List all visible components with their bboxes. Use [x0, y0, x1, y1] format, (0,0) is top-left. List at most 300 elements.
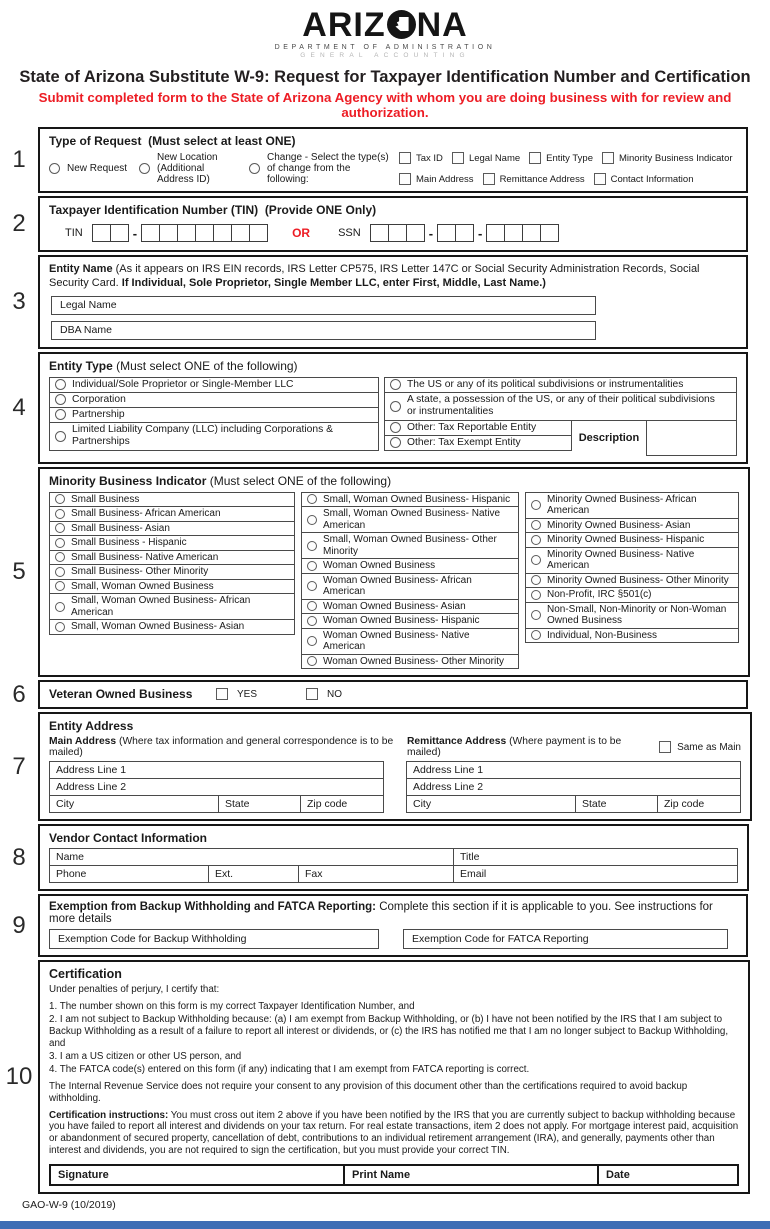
entity-type-left-column: [49, 377, 379, 451]
radio-icon[interactable]: [390, 401, 401, 412]
minority-option[interactable]: [49, 535, 295, 551]
logo-text-left: ARIZ: [302, 6, 386, 44]
legal-name-label: Legal Name: [60, 298, 117, 311]
same-as-main-checkbox[interactable]: [659, 741, 741, 753]
radio-icon[interactable]: [531, 500, 541, 510]
minority-option[interactable]: [525, 602, 739, 629]
field-label: Signature: [58, 1169, 109, 1182]
checkbox-icon[interactable]: [594, 173, 606, 185]
ssn-digit-cell[interactable]: [437, 224, 456, 242]
field-label: Zip code: [307, 798, 348, 811]
section-entity-address: [0, 712, 748, 821]
field-label: Fax: [305, 868, 323, 881]
entity-type-option[interactable]: [384, 392, 737, 421]
option-label: Small Business- African American: [71, 508, 221, 520]
tin-digit-cell[interactable]: [231, 224, 250, 242]
section-exemption: [0, 894, 748, 957]
section-number: 9: [12, 911, 26, 939]
option-label: Minority Owned Business- Asian: [547, 519, 691, 531]
section-number: 3: [12, 287, 26, 315]
title-text: Entity Type: [49, 358, 113, 373]
option-label: Corporation: [72, 393, 126, 405]
dash-separator: -: [428, 225, 434, 241]
section-title: Veteran Owned Business: [49, 687, 193, 702]
print-name-input[interactable]: [343, 1164, 599, 1186]
form-title: State of Arizona Substitute W-9: Request for Taxpayer Identification Number and Certification: [19, 68, 751, 86]
radio-icon[interactable]: [531, 555, 541, 565]
label-text: Main Address: [49, 736, 117, 748]
field-label: City: [56, 798, 75, 811]
tin-box: [38, 196, 748, 252]
option-label: Small Business - Hispanic: [71, 537, 187, 549]
minority-column-3: [525, 492, 739, 644]
section-title: [49, 134, 737, 148]
main-address-line2-input[interactable]: [49, 778, 384, 796]
radio-icon[interactable]: [55, 379, 66, 390]
ssn-group-3: [486, 224, 559, 242]
section-title: Entity Address: [49, 719, 134, 734]
radio-icon[interactable]: [390, 422, 401, 433]
radio-icon[interactable]: [307, 515, 317, 525]
radio-icon[interactable]: [531, 590, 541, 600]
field-label: Phone: [56, 868, 87, 881]
title-text: Exemption from Backup Withholding and FATCA Reporting:: [49, 901, 376, 914]
entity-type-option[interactable]: [384, 377, 737, 393]
radio-icon[interactable]: [55, 622, 65, 632]
dash-separator: -: [478, 225, 483, 241]
contact-phone-input[interactable]: [49, 865, 209, 883]
section-number: 7: [12, 752, 26, 780]
radio-change[interactable]: [249, 152, 391, 185]
radio-icon[interactable]: [55, 509, 65, 519]
change-type-checkbox[interactable]: [602, 152, 733, 164]
radio-icon[interactable]: [55, 581, 65, 591]
field-label: State: [582, 798, 607, 811]
option-label: Limited Liability Company (LLC) including Corporations & Partnerships: [72, 424, 333, 448]
veteran-yes-checkbox[interactable]: [216, 688, 257, 700]
certification-items: [49, 1001, 739, 1076]
section-veteran: [0, 680, 748, 709]
logo-text-right: NA: [416, 6, 468, 44]
change-type-checkbox[interactable]: [529, 152, 593, 164]
arizona-doa-logo: [0, 0, 770, 59]
option-label: Partnership: [72, 408, 125, 420]
change-type-checkbox[interactable]: [399, 173, 474, 185]
radio-icon[interactable]: [55, 523, 65, 533]
minority-option[interactable]: [301, 613, 519, 629]
remit-address-line2-input[interactable]: [406, 778, 741, 796]
logo-wordmark: [0, 8, 770, 42]
subtitle-text: (Must select ONE of the following): [116, 358, 298, 373]
radio-icon[interactable]: [531, 630, 541, 640]
radio-icon[interactable]: [307, 601, 317, 611]
dba-name-input[interactable]: [51, 321, 596, 340]
section-vendor-contact: [0, 824, 748, 891]
minority-option[interactable]: [49, 492, 295, 508]
tin-digit-cell[interactable]: [249, 224, 268, 242]
irs-consent-note: The Internal Revenue Service does not require your consent to any provision of this document other than the certifications required to avoid backup withholding.: [49, 1080, 688, 1104]
radio-label: New Location (Additional Address ID): [157, 152, 218, 185]
minority-option[interactable]: [301, 628, 519, 655]
checkbox-icon[interactable]: [452, 152, 464, 164]
entity-address-box: [38, 712, 752, 821]
option-label: The US or any of its political subdivisions or instrumentalities: [407, 378, 684, 390]
vendor-contact-box: [38, 824, 749, 891]
minority-option[interactable]: [301, 492, 519, 508]
section-title: Vendor Contact Information: [49, 831, 208, 846]
checkbox-icon[interactable]: [306, 688, 318, 700]
radio-icon[interactable]: [531, 520, 541, 530]
main-address-line1-input[interactable]: [49, 761, 384, 779]
section-entity-type: [0, 352, 748, 464]
entity-type-option[interactable]: [49, 377, 379, 393]
bottom-blue-bar: [0, 1221, 770, 1229]
title-text: Minority Business Indicator: [49, 473, 207, 488]
minority-option[interactable]: [525, 518, 739, 534]
option-label: Other: Tax Reportable Entity: [407, 421, 537, 433]
radio-icon[interactable]: [307, 494, 317, 504]
section-title: Certification: [49, 967, 122, 982]
option-label: Small Business: [71, 493, 140, 505]
tin-digit-cell[interactable]: [110, 224, 129, 242]
tin-digit-cell[interactable]: [195, 224, 214, 242]
ssn-group-1: [370, 224, 425, 242]
minority-option[interactable]: [49, 579, 295, 595]
type-of-request-box: [38, 127, 748, 193]
radio-icon[interactable]: [55, 567, 65, 577]
option-label: Woman Owned Business- Other Minority: [323, 655, 504, 667]
option-label: Non-Profit, IRC §501(c): [547, 589, 652, 601]
section-number: 8: [12, 843, 26, 871]
certification-item: 3. I am a US citizen or other US person, and: [49, 1050, 242, 1062]
remit-city-input[interactable]: [406, 795, 576, 813]
option-label: Minority Owned Business- Other Minority: [547, 574, 729, 586]
radio-label: Change - Select the type(s) of change from the following:: [267, 152, 389, 185]
logo-department-line: DEPARTMENT OF ADMINISTRATION: [274, 44, 496, 51]
ssn-digit-cell[interactable]: [522, 224, 541, 242]
subtitle-text: (Must select ONE of the following): [209, 473, 392, 488]
title-text: Taxpayer Identification Number (TIN): [49, 203, 259, 217]
ssn-digit-cell[interactable]: [504, 224, 523, 242]
field-label: Email: [460, 868, 487, 881]
veteran-box: [38, 680, 748, 709]
option-label: Small, Woman Owned Business- Native American: [323, 508, 501, 531]
section-certification: [0, 960, 748, 1194]
checkbox-label: Entity Type: [546, 152, 593, 164]
option-label: Individual/Sole Proprietor or Single-Member LLC: [72, 378, 294, 390]
or-label: OR: [292, 226, 311, 240]
radio-icon[interactable]: [307, 581, 317, 591]
option-label: Small, Woman Owned Business- African American: [71, 595, 251, 618]
description-text: (As it appears on IRS EIN records, IRS Letter CP575, IRS Letter 147C or Social Security Administration Records, Social Security Card.: [49, 263, 700, 290]
remittance-address-label: [407, 736, 655, 758]
tin-digit-cell[interactable]: [141, 224, 160, 242]
minority-option[interactable]: [49, 521, 295, 537]
checkbox-icon[interactable]: [399, 173, 411, 185]
option-label: Small Business- Native American: [71, 551, 219, 563]
tin-label: TIN: [65, 227, 83, 239]
remit-address-line1-input[interactable]: [406, 761, 741, 779]
option-label: Woman Owned Business- African American: [323, 574, 472, 598]
remit-state-input[interactable]: [575, 795, 658, 813]
radio-icon[interactable]: [55, 602, 65, 612]
label-text: Remittance Address: [407, 736, 507, 748]
radio-icon[interactable]: [249, 163, 260, 174]
ssn-digit-cell[interactable]: [406, 224, 425, 242]
radio-icon[interactable]: [55, 494, 65, 504]
radio-icon[interactable]: [49, 163, 60, 174]
radio-icon[interactable]: [55, 552, 65, 562]
field-label: Address Line 2: [56, 781, 127, 794]
change-checkbox-row-2: [399, 173, 737, 185]
exemption-box: [38, 894, 748, 957]
contact-fax-input[interactable]: [298, 865, 454, 883]
checkbox-label: Same as Main: [677, 741, 741, 753]
radio-new-request[interactable]: [49, 163, 131, 174]
signature-row: [49, 1164, 739, 1186]
minority-option[interactable]: [301, 599, 519, 615]
certification-instructions: [49, 1110, 739, 1158]
logo-division-line: GENERAL ACCOUNTING: [300, 52, 470, 59]
checkbox-label: Legal Name: [468, 152, 521, 164]
radio-icon[interactable]: [55, 409, 66, 420]
certification-item: 2. I am not subject to Backup Withholding because: (a) I am exempt from Backup Withholding, or (b) I have not been notified by the IRS that I am subject to Backup Withholding as a result of a failure to report all interest or dividends, or (c) the IRS has notified me that I am no longer subject to Backup Withholding, and: [49, 1013, 729, 1049]
field-label: City: [413, 798, 432, 811]
minority-option[interactable]: [301, 532, 519, 559]
field-label: Title: [460, 851, 480, 864]
minority-option[interactable]: [525, 492, 739, 519]
signature-input[interactable]: [49, 1164, 345, 1186]
tin-digit-cell[interactable]: [213, 224, 232, 242]
radio-icon[interactable]: [531, 575, 541, 585]
checkbox-label: Tax ID: [416, 152, 443, 164]
field-label: Date: [606, 1169, 630, 1182]
change-checkbox-row-1: [399, 152, 737, 164]
backup-withholding-code-input[interactable]: [49, 929, 379, 949]
minority-indicator-box: [38, 467, 750, 678]
checkbox-label: Remittance Address: [499, 173, 585, 185]
dba-name-label: DBA Name: [60, 323, 112, 336]
minority-option[interactable]: [49, 564, 295, 580]
section-number: 4: [12, 393, 26, 421]
ssn-digit-cell[interactable]: [486, 224, 505, 242]
radio-icon[interactable]: [531, 535, 541, 545]
tin-group-2: [141, 224, 268, 242]
entity-type-option[interactable]: [49, 392, 379, 408]
checkbox-icon[interactable]: [216, 688, 228, 700]
minority-column-1: [49, 492, 295, 635]
main-zip-input[interactable]: [300, 795, 384, 813]
option-label: Small Business- Asian: [71, 522, 170, 534]
radio-icon[interactable]: [55, 538, 65, 548]
field-label: Ext.: [215, 868, 234, 881]
subtitle-text: Complete this section if it is applicable to you. See instructions for more details: [49, 901, 713, 926]
instructions-text: You must cross out item 2 above if you have been notified by the IRS that you are currently subject to backup withholding because you have failed to report all interest and dividends on your tax return. For real estate transactions, item 2 does not apply. For mortgage interest paid, acquisition or abandonment of secured property, cancellation of debt, contributions to an individual retirement arrangement (IRA), and generally, payments other than interest and dividends, you are not required to sign the certification, but you must provide your correct TIN.: [49, 1109, 739, 1157]
field-label: State: [225, 798, 250, 811]
form-code: GAO-W-9 (10/2019): [22, 1199, 116, 1212]
option-label: Woman Owned Business: [323, 560, 436, 572]
option-label: Small, Woman Owned Business- Hispanic: [323, 493, 511, 505]
title-text: Entity Name: [49, 263, 113, 275]
section-number: 1: [12, 146, 26, 173]
checkbox-icon[interactable]: [659, 741, 671, 753]
yes-label: YES: [237, 688, 258, 700]
checkbox-label: Minority Business Indicator: [619, 152, 733, 164]
minority-option[interactable]: [525, 573, 739, 589]
section-tin: [0, 196, 748, 252]
change-type-checkbox[interactable]: [594, 173, 694, 185]
option-label: Small, Woman Owned Business- Other Minority: [323, 534, 497, 557]
date-input[interactable]: [597, 1164, 739, 1186]
contact-name-input[interactable]: [49, 848, 454, 866]
radio-icon[interactable]: [307, 616, 317, 626]
radio-icon[interactable]: [531, 610, 541, 620]
entity-name-box: [38, 255, 748, 349]
checkbox-icon[interactable]: [483, 173, 495, 185]
field-label: Address Line 1: [413, 764, 484, 777]
option-label: Small, Woman Owned Business- Asian: [71, 621, 245, 633]
option-label: Minority Owned Business- African American: [547, 493, 697, 517]
section-number: 5: [12, 557, 26, 585]
ssn-digit-cell[interactable]: [540, 224, 559, 242]
field-label: Print Name: [352, 1169, 411, 1182]
entity-type-option[interactable]: [49, 407, 379, 423]
minority-option[interactable]: [301, 573, 519, 600]
minority-option[interactable]: [49, 506, 295, 522]
change-type-checkbox[interactable]: [399, 152, 443, 164]
vendor-contact-grid: [49, 848, 738, 883]
contact-title-input[interactable]: [453, 848, 738, 866]
change-type-checkbox[interactable]: [483, 173, 585, 185]
checkbox-icon[interactable]: [529, 152, 541, 164]
checkbox-label: Contact Information: [610, 173, 694, 185]
minority-option[interactable]: [525, 587, 739, 603]
radio-icon[interactable]: [307, 656, 317, 666]
radio-icon[interactable]: [307, 636, 317, 646]
option-label: Non-Small, Non-Minority or Non-Woman Owned Business: [547, 603, 727, 627]
radio-icon[interactable]: [307, 541, 317, 551]
option-label: Woman Owned Business- Native American: [323, 629, 470, 653]
veteran-no-checkbox[interactable]: [306, 688, 342, 700]
certification-box: [38, 960, 750, 1194]
entity-type-other-area: [384, 420, 737, 456]
instructions-label: Certification instructions:: [49, 1109, 169, 1121]
tin-digit-cell[interactable]: [92, 224, 111, 242]
legal-name-input[interactable]: [51, 296, 596, 315]
radio-icon[interactable]: [55, 394, 66, 405]
section-number: 2: [12, 210, 26, 237]
radio-icon[interactable]: [307, 561, 317, 571]
entity-type-option[interactable]: [384, 420, 572, 436]
contact-ext-input[interactable]: [208, 865, 299, 883]
remittance-address-grid: [406, 761, 741, 813]
minority-option[interactable]: [49, 619, 295, 635]
arizona-state-o-icon: [387, 10, 416, 39]
section-title: [49, 474, 739, 488]
change-type-checkbox[interactable]: [452, 152, 520, 164]
certification-item: 1. The number shown on this form is my correct Taxpayer Identification Number, and: [49, 1001, 415, 1013]
option-label: Other: Tax Exempt Entity: [407, 436, 521, 448]
minority-option[interactable]: [301, 558, 519, 574]
minority-column-2: [301, 492, 519, 670]
section-title: [49, 203, 737, 217]
minority-option[interactable]: [301, 654, 519, 670]
section-minority-indicator: [0, 467, 748, 678]
main-city-input[interactable]: [49, 795, 219, 813]
minority-option[interactable]: [525, 547, 739, 574]
fatca-code-input[interactable]: [403, 929, 728, 949]
section-entity-name: [0, 255, 748, 349]
ssn-digit-cell[interactable]: [455, 224, 474, 242]
section-number: 10: [5, 1063, 33, 1091]
remit-zip-input[interactable]: [657, 795, 741, 813]
tin-digit-cell[interactable]: [159, 224, 178, 242]
minority-option[interactable]: [49, 593, 295, 620]
option-label: Individual, Non-Business: [547, 629, 658, 641]
minority-option[interactable]: [525, 628, 739, 644]
option-label: A state, a possession of the US, or any of their political subdivisions or instrumentalities: [407, 394, 715, 418]
field-label: Address Line 2: [413, 781, 484, 794]
field-label: Name: [56, 851, 85, 864]
section-number: 6: [12, 680, 26, 708]
description-input[interactable]: [646, 420, 737, 456]
radio-icon[interactable]: [55, 431, 66, 442]
subtitle-text: (Must select at least ONE): [148, 134, 296, 148]
label-desc: (Where payment is to be mailed): [407, 736, 622, 759]
title-text: Type of Request: [49, 134, 142, 148]
main-address-label: [49, 736, 407, 758]
entity-type-option[interactable]: [384, 435, 572, 451]
radio-label: New Request: [67, 163, 128, 174]
change-type-checkboxes: [399, 152, 737, 185]
contact-email-input[interactable]: [453, 865, 738, 883]
minority-option[interactable]: [49, 550, 295, 566]
certification-intro: Under penalties of perjury, I certify that:: [49, 984, 220, 996]
label-desc: (Where tax information and general correspondence is to be mailed): [49, 736, 394, 759]
radio-new-location[interactable]: [139, 152, 241, 185]
checkbox-icon[interactable]: [602, 152, 614, 164]
radio-icon[interactable]: [390, 379, 401, 390]
section-title: [49, 901, 737, 925]
subtitle-text: (Provide ONE Only): [264, 203, 377, 217]
tin-group-1: [92, 224, 129, 242]
checkbox-label: Main Address: [416, 173, 474, 185]
field-label: Exemption Code for FATCA Reporting: [412, 933, 589, 946]
entity-type-option[interactable]: [49, 422, 379, 451]
radio-icon[interactable]: [139, 163, 150, 174]
section-title: [49, 359, 737, 373]
option-label: Small, Woman Owned Business: [71, 580, 214, 592]
ssn-digit-cell[interactable]: [388, 224, 407, 242]
w9-form: [0, 127, 748, 1194]
minority-option[interactable]: [301, 506, 519, 533]
checkbox-icon[interactable]: [399, 152, 411, 164]
ssn-digit-cell[interactable]: [370, 224, 389, 242]
option-label: Minority Owned Business- Hispanic: [547, 534, 705, 546]
main-state-input[interactable]: [218, 795, 301, 813]
other-options: [384, 420, 572, 456]
minority-option[interactable]: [525, 532, 739, 548]
field-label: Exemption Code for Backup Withholding: [58, 933, 247, 946]
radio-icon[interactable]: [390, 437, 401, 448]
tin-digit-cell[interactable]: [177, 224, 196, 242]
entity-type-right-column: [384, 377, 737, 456]
entity-name-description: [49, 262, 737, 291]
description-bold-text: If Individual, Sole Proprietor, Single Member LLC, enter First, Middle, Last Name.): [121, 277, 546, 290]
section-type-of-request: [0, 127, 748, 193]
submit-notice: Submit completed form to the State of Arizona Agency with whom you are doing business with for review and authorization.: [38, 90, 732, 120]
description-label: Description: [578, 431, 640, 444]
